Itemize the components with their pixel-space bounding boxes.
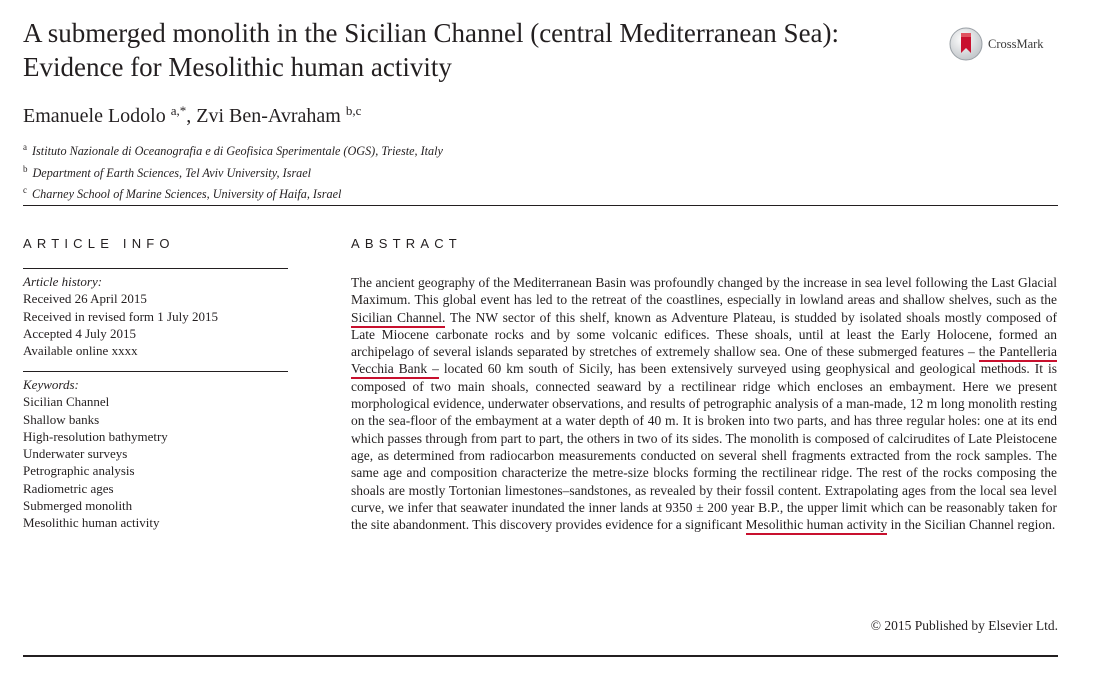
- footer-divider: [23, 655, 1058, 657]
- article-history: [23, 273, 218, 359]
- affiliation-mark: a: [23, 142, 27, 152]
- affiliation-item: [23, 161, 443, 183]
- history-label: Article history:: [23, 274, 103, 289]
- article-info-heading: ARTICLE INFO: [23, 236, 175, 251]
- crossmark-label: CrossMark: [988, 36, 1044, 51]
- article-title: A submerged monolith in the Sicilian Channel (central Mediterranean Sea): Evidence for Mesolithic human activity: [23, 18, 840, 82]
- affiliation-text: Istituto Nazionale di Oceanografia e di Geofisica Sperimentale (OGS), Trieste, Italy: [32, 144, 443, 158]
- keyword-item[interactable]: Mesolithic human activity: [23, 515, 160, 531]
- author-name[interactable]: Emanuele Lodolo: [23, 105, 166, 127]
- author-list: [23, 98, 361, 129]
- affiliation-mark: b: [23, 163, 28, 174]
- article-info-divider: [23, 268, 288, 269]
- highlighted-phrase: the Pantelleria Vecchia Bank –: [351, 344, 1057, 379]
- affiliation-text: Charney School of Marine Sciences, University of Haifa, Israel: [32, 187, 342, 201]
- keywords-label: Keywords:: [23, 377, 79, 392]
- abstract-heading: ABSTRACT: [351, 236, 462, 251]
- affiliation-item: [23, 182, 443, 204]
- keyword-item[interactable]: Petrographic analysis: [23, 463, 135, 479]
- keyword-item[interactable]: Sicilian Channel: [23, 394, 110, 410]
- keyword-item[interactable]: Radiometric ages: [23, 480, 114, 496]
- author-affiliation-mark[interactable]: a,*: [170, 103, 187, 118]
- header-divider: [23, 205, 1058, 206]
- copyright-notice: © 2015 Published by Elsevier Ltd.: [870, 618, 1058, 633]
- keyword-item[interactable]: High-resolution bathymetry: [23, 428, 168, 444]
- keywords-list: [23, 376, 168, 532]
- author-separator: ,: [186, 105, 192, 127]
- history-item: Received 26 April 2015: [23, 291, 147, 307]
- affiliation-item: [23, 139, 443, 161]
- author-name[interactable]: Zvi Ben-Avraham: [196, 105, 341, 127]
- crossmark-icon: [949, 27, 983, 61]
- highlighted-phrase: Mesolithic human activity: [746, 517, 888, 535]
- affiliation-text: Department of Earth Sciences, Tel Aviv University, Israel: [32, 165, 312, 180]
- abstract-text: [351, 274, 1057, 533]
- author-affiliation-mark[interactable]: b,c: [345, 103, 362, 118]
- keyword-item[interactable]: Submerged monolith: [23, 498, 133, 514]
- history-item: Available online xxxx: [23, 343, 138, 359]
- affiliation-list: [23, 139, 443, 204]
- abstract-text-segment: in the Sicilian Channel region.: [887, 517, 1056, 533]
- history-item: Accepted 4 July 2015: [23, 325, 137, 341]
- abstract-text-segment: located 60 km south of Sicily, has been extensively surveyed using geophysical and geological methods. It is composed of two main shoals, connected seaward by a rectilinear ridge which encloses an embayment. Here we present morphological evidence, underwater observations, and results of petrographic analysis of a man-made, 12 m long monolith resting on the sea-floor of the embayment at a water depth of 40 m. It is broken into two parts, and has three regular holes: one at its end which passes through from part to part, the others in two of its sides. The monolith is composed of calcirudites of Late Pleistocene age, as determined from radiocarbon measurements conducted on several shell fragments extracted from the rock samples. The same age and composition characterize the metre-size blocks forming the rectilinear ridge. The rest of the rocks composing the shoals are mostly Tortonian limestones–sandstones, as revealed by their fossil content. Extrapolating ages from the local sea level curve, we infer that seawater inundated the inner lands at 9350 ± 200 year B.P., the upper limit which can be reasonably taken for the site abandonment. This discovery provides evidence for a significant: [351, 361, 1057, 533]
- keyword-item[interactable]: Shallow banks: [23, 411, 100, 427]
- abstract-text-segment: The NW sector of this shelf, known as Adventure Plateau, is studded by isolated shoals mostly composed of Late Miocene carbonate rocks and by some volcanic edifices. These shoals, until at least the Early Holocene, formed an archipelago of several islands separated by stretches of extremely shallow sea. One of these submerged features –: [351, 309, 1057, 360]
- highlighted-phrase: Sicilian Channel.: [351, 310, 445, 328]
- history-item: Received in revised form 1 July 2015: [23, 308, 218, 324]
- keywords-divider: [23, 371, 288, 372]
- abstract-text-segment: The ancient geography of the Mediterranean Basin was profoundly changed by the increase in sea level following the Last Glacial Maximum. This global event has led to the retreat of the coastlines, especially in lowland areas and shallow shelves, such as the: [351, 275, 1057, 308]
- crossmark-badge[interactable]: [949, 23, 1059, 65]
- affiliation-mark: c: [23, 185, 27, 195]
- keyword-item[interactable]: Underwater surveys: [23, 446, 128, 462]
